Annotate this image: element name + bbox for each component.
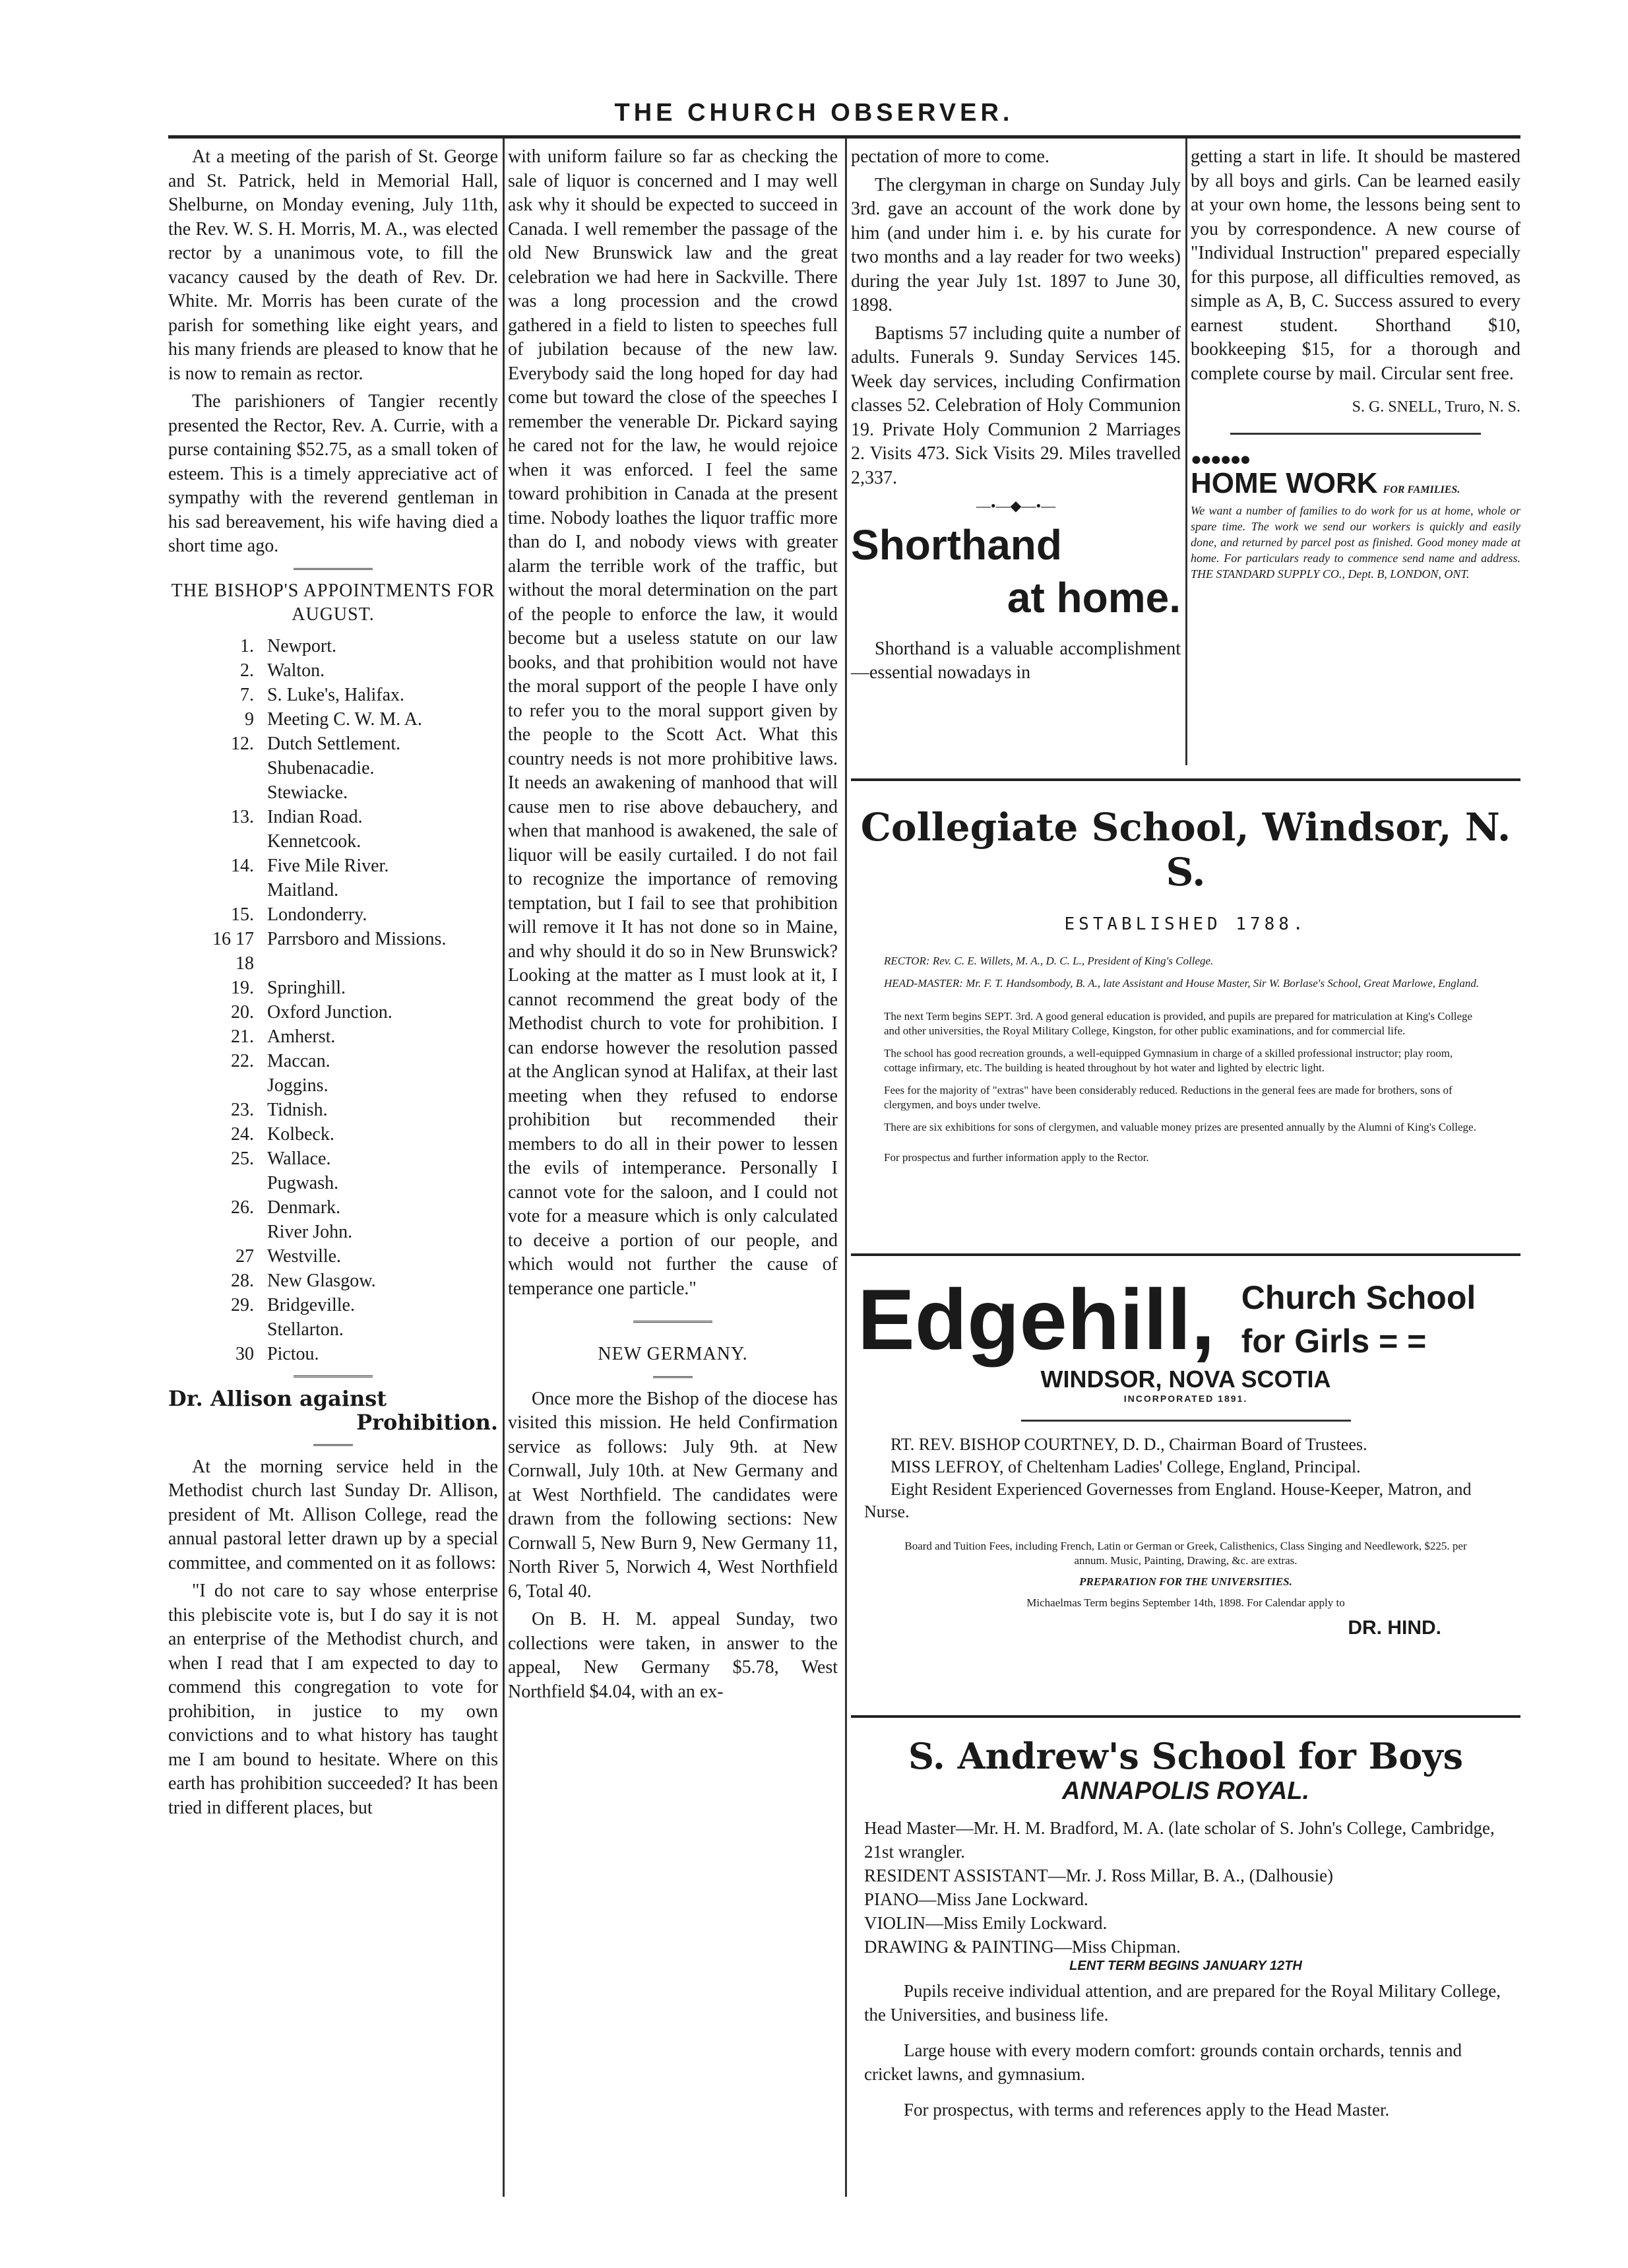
article-allison-quote: "I do not care to say whose enterprise this plebiscite vote is, but I do say it is not an enterprise of the Methodist church, and when I read that I am expected to day to commend this congregation to vote for prohibition, in justice to my own convictions and to what history has taught me I am bound to hesitate. Where on this earth has prohibition succeeded? It has been tried in different places, but	[168, 1581, 498, 1818]
article-shelburne: At a meeting of the parish of St. George and St. Patrick, held in Memorial Hall, Shelburne, on Monday evening, July 11th, the Rev. W. S. H. Morris, M. A., was elected rector by a unanimous vote, to fill the vacancy caused by the death of Rev. Dr. White. Mr. Morris has been curate of the parish for something like eight years, and his many friends are pleased to know that he is now to remain as rector.	[168, 146, 498, 384]
appointment-place: Bridgeville.	[267, 1294, 355, 1315]
column-divider	[845, 139, 847, 2197]
appointment-place: Indian Road.	[267, 806, 363, 827]
appointment-item	[201, 854, 498, 878]
divider	[294, 568, 373, 570]
edgehill-title: Edgehill,	[858, 1271, 1215, 1368]
article-new-germany-2: On B. H. M. appeal Sunday, two collections were taken, in answer to the appeal, New Germany $5.78, West Northfield $4.04, with an ex-	[508, 1609, 838, 1702]
homework-for: FOR FAMILIES.	[1383, 484, 1460, 495]
appointment-date: 13.	[231, 806, 254, 827]
divider	[653, 1376, 693, 1378]
appointment-date: 15.	[231, 904, 254, 925]
collegiate-exhibitions: There are six exhibitions for sons of clergymen, and valuable money prizes are presented annually by the Alumni of King's College.	[884, 1121, 1476, 1133]
andrews-drawing: DRAWING & PAINTING—Miss Chipman.	[864, 1937, 1181, 1957]
collegiate-term: The next Term begins SEPT. 3rd. A good general education is provided, and pupils are prepared for matriculation at King's College and other universities, the Royal Military College, Kingston, for other public examinations, and for commercial life.	[884, 1010, 1473, 1037]
dots-ornament: ●●●●●●	[1191, 449, 1250, 470]
appointment-item	[201, 1122, 498, 1147]
appointment-date: 9	[245, 709, 254, 730]
appointment-item	[201, 1098, 498, 1122]
appointment-item	[201, 756, 498, 780]
shorthand-signature: S. G. SNELL, Truro, N. S.	[1352, 398, 1520, 416]
appointment-date: 1.	[240, 635, 254, 656]
masthead: THE CHURCH OBSERVER.	[614, 99, 1014, 127]
andrews-house: Large house with every modern comfort: grounds contain orchards, tennis and cricket lawns, and gymnasium.	[864, 2040, 1462, 2084]
andrews-prospectus: For prospectus, with terms and references apply to the Head Master.	[904, 2100, 1390, 2120]
column-divider	[503, 139, 505, 2197]
appointment-place: Oxford Junction.	[267, 1001, 392, 1023]
appointment-item	[201, 707, 498, 732]
appointment-date	[201, 780, 267, 805]
appointment-place: Stellarton.	[267, 1319, 344, 1340]
edgehill-incorporated: INCORPORATED 1891.	[1123, 1393, 1248, 1404]
appointment-place: Stewiacke.	[267, 782, 348, 803]
appointment-place: Springhill.	[267, 977, 346, 998]
appointment-item	[201, 634, 498, 658]
appointment-place: Wallace.	[267, 1148, 331, 1169]
top-rule	[168, 135, 1520, 139]
collegiate-established: ESTABLISHED 1788.	[1064, 914, 1307, 934]
appointment-place: Tidnish.	[267, 1099, 328, 1120]
appointment-item	[201, 658, 498, 683]
appointment-date: 27	[235, 1245, 254, 1267]
appointment-place: S. Luke's, Halifax.	[267, 684, 405, 705]
homework-text: We want a number of families to do work for us at home, whole or spare time. The work we send our workers is quickly and easily done, and returned by parcel post as finished. Good money made at home. For particulars ready to commence send name and address. THE STANDARD SUPPLY CO., Dept. B, LONDON, ONT.	[1191, 503, 1520, 581]
andrews-piano: PIANO—Miss Jane Lockward.	[864, 1889, 1088, 1909]
appointment-place: River John.	[267, 1221, 353, 1242]
appointment-item	[201, 927, 498, 976]
divider	[313, 1444, 353, 1446]
edgehill-preparation: PREPARATION FOR THE UNIVERSITIES.	[1079, 1575, 1292, 1588]
appointment-date	[201, 878, 267, 902]
appointment-place: Westville.	[267, 1245, 342, 1267]
appointment-place: Walton.	[267, 660, 325, 681]
appointment-date	[201, 1073, 267, 1098]
edgehill-term: Michaelmas Term begins September 14th, 1898. For Calendar apply to	[1026, 1596, 1345, 1609]
article-new-germany-4: The clergyman in charge on Sunday July 3rd. gave an account of the work done by him (and under him i. e. by his curate for two months and a lay reader for two weeks) during the year July 1st. 1897 to June 30, 1898.	[851, 174, 1181, 315]
new-germany-heading: NEW GERMANY.	[598, 1344, 748, 1364]
appointment-date: 30	[235, 1343, 254, 1364]
collegiate-grounds: The school has good recreation grounds, a well-equipped Gymnasium in charge of a skilled professional instructor; play room, cottage infirmary, etc. The building is heated throughout by hot water and lighted by electric light.	[884, 1047, 1453, 1074]
column-1	[168, 145, 498, 1824]
appointment-place: Parrsboro and Missions.	[267, 928, 447, 949]
appointment-item	[201, 780, 498, 805]
ad-rule	[851, 1253, 1520, 1256]
appointment-date: 14.	[231, 855, 254, 876]
ad-rule	[851, 778, 1520, 781]
appointment-item	[201, 1269, 498, 1293]
appointment-date	[201, 1220, 267, 1244]
collegiate-title: Collegiate School, Windsor, N. S.	[860, 805, 1511, 895]
andrews-pupils: Pupils receive individual attention, and are prepared for the Royal Military College, the Universities, and business life.	[864, 1981, 1501, 2025]
shorthand-text-cont: getting a start in life. It should be mastered by all boys and girls. Can be learned easily at your own home, the lessons being sent to you by correspondence. A new course of "Individual Instruction" prepared especially for this purpose, all difficulties removed, as simple as A, B, C. Success assured to every earnest student. Shorthand $10, bookkeeping $15, for a thorough and complete course by mail. Circular sent free.	[1191, 146, 1520, 384]
andrews-location: ANNAPOLIS ROYAL.	[1061, 1777, 1310, 1805]
appointment-item	[201, 878, 498, 902]
appointment-date: 16 17 18	[212, 928, 254, 974]
andrews-ad	[851, 1735, 1520, 2122]
collegiate-prospectus: For prospectus and further information apply to the Rector.	[884, 1151, 1149, 1164]
appointment-item	[201, 1147, 498, 1171]
appointment-place: Kolbeck.	[267, 1123, 334, 1145]
appointment-place: Londonderry.	[267, 904, 367, 925]
shorthand-title-1: Shorthand	[851, 520, 1062, 569]
appointment-item	[201, 829, 498, 854]
appointment-item	[201, 902, 498, 927]
divider	[1021, 1420, 1351, 1422]
appointment-date: 25.	[231, 1148, 254, 1169]
appointment-item	[201, 1293, 498, 1317]
appointments-list	[201, 634, 498, 1366]
appointment-place: Amherst.	[267, 1026, 336, 1047]
article-allison-intro: At the morning service held in the Methodist church last Sunday Dr. Allison, president of Mt. Allison College, read the annual pastoral letter drawn up by a special committee, and commented on it as follows:	[168, 1456, 498, 1573]
column-2	[508, 145, 838, 1708]
column-divider	[1185, 139, 1187, 765]
allison-heading-1: Dr. Allison against	[168, 1385, 387, 1411]
appointment-item	[201, 1024, 498, 1049]
divider	[633, 1321, 712, 1323]
appointment-place: Maccan.	[267, 1050, 330, 1071]
appointment-item	[201, 1171, 498, 1195]
appointment-date	[201, 756, 267, 780]
appointment-date: 7.	[240, 684, 254, 705]
article-allison-cont: with uniform failure so far as checking the sale of liquor is concerned and I may well ask why it should be expected to succeed in Canada. I well remember the passage of the old New Brunswick law and the great celebration we had here in Sackville. There was a long procession and the crowd gathered in a field to listen to speeches full of jubilation because of the new law. Everybody said the long hoped for day had come but toward the close of the speeches I remember the venerable Dr. Pickard saying he cared not for the law, he would rejoice when it was enforced. I feel the same toward prohibition in Canada at the present time. Nobody loathes the liquor traffic more than do I, and nobody views with greater alarm the terrible work of the traffic, but without the moral determination on the part of the people to enforce the law, it would become but a useless statute on our law books, and that prohibition would not have the moral support of the people I have only to refer you to the moral support given by the people to the Scott Act. What this country needs is not more prohibitive laws. It needs an awakening of manhood that will cause men to rise above debauchery, and when that manhood is awakened, the sale of liquor will be easily curtailed. I do not fail to recognize the importance of removing temptation, but I fail to see that prohibition will remove it It has not done so in Maine, and why should it do so in New Brunswick? Looking at the matter as I must look at it, I cannot recommend the great body of the Methodist church to vote for prohibition. I can endorse however the resolution passed at the Anglican synod at Halifax, at their last meeting when they refused to endorse prohibition but recommended their members to do all in their power to lessen the evils of intemperance. Personally I cannot vote for the saloon, and I could not vote for a measure which is only calculated to deceive a portion of our people, and which would not further the cause of temperance one particle."	[508, 146, 838, 1299]
divider	[294, 1375, 373, 1377]
appointment-date: 22.	[231, 1050, 254, 1071]
edgehill-for-girls: for Girls = =	[1241, 1323, 1427, 1360]
appointment-place: Joggins.	[267, 1075, 329, 1096]
collegiate-fees: Fees for the majority of "extras" have been considerably reduced. Reductions in the general fees are made for brothers, sons of clergymen, and boys under twelve.	[884, 1084, 1453, 1111]
appointments-heading: THE BISHOP'S APPOINTMENTS FOR AUGUST.	[171, 580, 495, 625]
andrews-lent-term: LENT TERM BEGINS JANUARY 12TH	[1069, 1959, 1302, 1973]
appointment-date: 26.	[231, 1197, 254, 1218]
appointment-item	[201, 1049, 498, 1073]
appointment-place: Maitland.	[267, 879, 339, 900]
collegiate-rector: RECTOR: Rev. C. E. Willets, M. A., D. C. L., President of King's College.	[884, 955, 1214, 967]
divider	[1230, 433, 1481, 435]
appointment-place: Dutch Settlement.	[267, 733, 401, 754]
andrews-resident-assistant: RESIDENT ASSISTANT—Mr. J. Ross Millar, B. A., (Dalhousie)	[864, 1866, 1334, 1885]
homework-title: HOME WORK	[1191, 467, 1378, 499]
appointment-date	[201, 1171, 267, 1195]
column-4	[1191, 145, 1520, 582]
appointment-item	[201, 732, 498, 756]
appointment-item	[201, 1073, 498, 1098]
appointment-place: Pictou.	[267, 1343, 319, 1364]
appointment-date: 19.	[231, 977, 254, 998]
appointment-date: 20.	[231, 1001, 254, 1023]
appointment-item	[201, 805, 498, 829]
appointment-date: 29.	[231, 1294, 254, 1315]
edgehill-fees: Board and Tuition Fees, including French, Latin or German or Greek, Calisthenics, Class Singing and Needlework, $225. per annum. Music, Painting, Drawing, &c. are extras.	[904, 1540, 1467, 1567]
article-new-germany-1: Once more the Bishop of the diocese has visited this mission. He held Confirmation service as follows: July 9th. at New Cornwall, July 10th. at New Germany and at West Northfield. The candidates were drawn from the following sections: New Cornwall 5, New Burn 9, New Germany 11, North River 5, Norwich 4, West Northfield 6, Total 40.	[508, 1388, 838, 1602]
appointment-date	[201, 829, 267, 854]
edgehill-governesses: Eight Resident Experienced Governesses from England. House-Keeper, Matron, and Nurse.	[864, 1480, 1472, 1521]
appointment-date: 12.	[231, 733, 254, 754]
edgehill-principal: MISS LEFROY, of Cheltenham Ladies' College, England, Principal.	[891, 1457, 1361, 1476]
appointment-place: Pugwash.	[267, 1172, 339, 1193]
appointment-item	[201, 1195, 498, 1220]
edgehill-ad	[851, 1273, 1520, 1639]
edgehill-location: WINDSOR, NOVA SCOTIA	[1040, 1366, 1331, 1393]
appointment-place: Kennetcook.	[267, 831, 361, 852]
ad-rule	[851, 1715, 1520, 1718]
collegiate-headmaster: HEAD-MASTER: Mr. F. T. Handsombody, B. A., late Assistant and House Master, Sir W. Borlase's School, Great Marlowe, England.	[884, 977, 1480, 990]
appointment-date: 21.	[231, 1026, 254, 1047]
appointment-item	[201, 1220, 498, 1244]
column-3	[851, 145, 1181, 689]
appointment-place: Shubenacadie.	[267, 757, 375, 778]
appointment-place: Newport.	[267, 635, 336, 656]
andrews-title: S. Andrew's School for Boys	[908, 1735, 1464, 1777]
shorthand-title-2: at home.	[1007, 573, 1181, 621]
article-tangier: The parishioners of Tangier recently presented the Rector, Rev. A. Currie, with a purse containing $52.75, as a small token of esteem. This is a timely appreciative act of sympathy with the reverend gentleman in his sad bereavement, his wife having died a short time ago.	[168, 391, 498, 556]
appointment-item	[201, 976, 498, 1000]
appointment-place: Five Mile River.	[267, 855, 389, 876]
appointment-item	[201, 1000, 498, 1024]
allison-heading-2: Prohibition.	[356, 1410, 498, 1435]
collegiate-ad	[851, 805, 1520, 1173]
appointment-place: New Glasgow.	[267, 1270, 376, 1291]
edgehill-chairman: RT. REV. BISHOP COURTNEY, D. D., Chairman Board of Trustees.	[891, 1435, 1367, 1454]
article-new-germany-3: pectation of more to come.	[851, 146, 1049, 167]
appointment-date	[201, 1317, 267, 1342]
appointment-date: 28.	[231, 1270, 254, 1291]
edgehill-dr-hind: DR. HIND.	[1348, 1617, 1441, 1639]
appointment-date: 23.	[231, 1099, 254, 1120]
appointment-place: Denmark.	[267, 1197, 341, 1218]
appointment-item	[201, 683, 498, 707]
andrews-headmaster: Head Master—Mr. H. M. Bradford, M. A. (late scholar of S. John's College, Cambridge, 21st wrangler.	[864, 1818, 1495, 1862]
andrews-violin: VIOLIN—Miss Emily Lockward.	[864, 1913, 1108, 1933]
appointment-date: 24.	[231, 1123, 254, 1145]
appointment-date: 2.	[240, 660, 254, 681]
shorthand-text: Shorthand is a valuable accomplishment—essential nowadays in	[851, 638, 1181, 683]
appointment-item	[201, 1317, 498, 1342]
ornament-divider: —•—◆—•—	[976, 497, 1056, 514]
appointment-place: Meeting C. W. M. A.	[267, 709, 422, 730]
appointment-item	[201, 1342, 498, 1366]
edgehill-church-school: Church School	[1241, 1279, 1476, 1316]
article-new-germany-5: Baptisms 57 including quite a number of adults. Funerals 9. Sunday Services 145. Week day services, including Confirmation classes 52. Celebration of Holy Communion 19. Private Holy Communion 2 Marriages 2. Visits 473. Sick Visits 29. Miles travelled 2,337.	[851, 323, 1181, 488]
appointment-item	[201, 1244, 498, 1269]
